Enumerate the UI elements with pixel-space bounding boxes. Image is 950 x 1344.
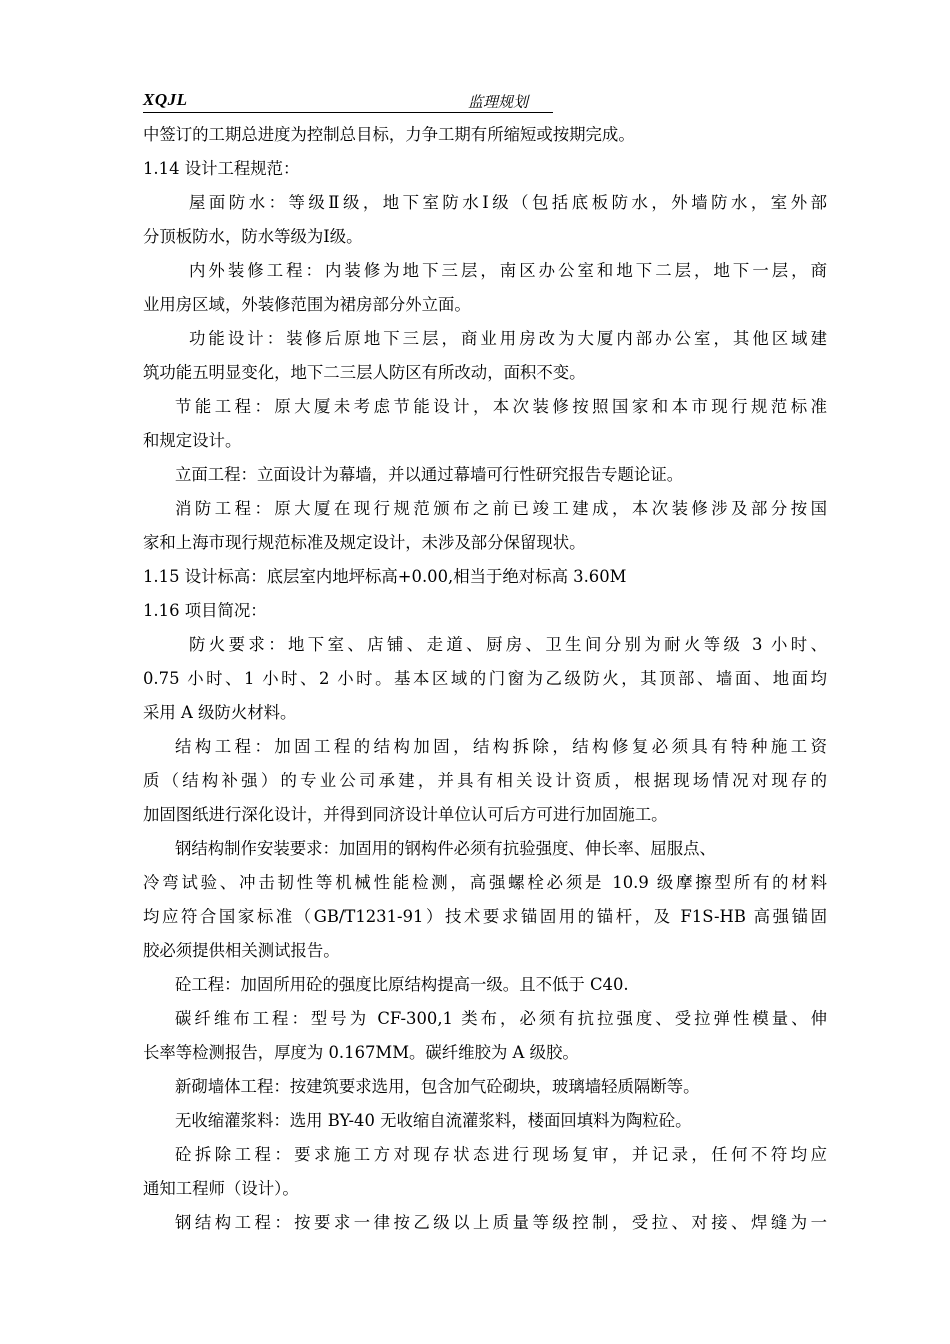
section-heading: 1.14 设计工程规范： bbox=[143, 159, 300, 178]
text-line: 立面工程：立面设计为幕墙，并以通过幕墙可行性研究报告专题论证。 bbox=[175, 465, 684, 484]
text-line: 冷弯试验、冲击韧性等机械性能检测，高强螺栓必须是 10.9 级摩擦型所有的材料 bbox=[143, 873, 827, 892]
text-line: 胶必须提供相关测试报告。 bbox=[143, 941, 340, 960]
text-line: 无收缩灌浆料：选用 BY-40 无收缩自流灌浆料，楼面回填料为陶粒砼。 bbox=[175, 1111, 692, 1130]
text-line: 加固图纸进行深化设计，并得到同济设计单位认可后方可进行加固施工。 bbox=[143, 805, 668, 824]
text-line: 均应符合国家标准（GB/T1231-91）技术要求锚固用的锚杆，及 F1S-HB 高强锚固 bbox=[143, 907, 827, 926]
text-line: 筑功能五明显变化，地下二三层人防区有所改动，面积不变。 bbox=[143, 363, 586, 382]
text-line: 中签订的工期总进度为控制总目标，力争工期有所缩短或按期完成。 bbox=[143, 125, 635, 144]
text-line: 采用 A 级防火材料。 bbox=[143, 703, 297, 722]
text-line: 家和上海市现行规范标准及规定设计，未涉及部分保留现状。 bbox=[143, 533, 586, 552]
text-line: 碳纤维布工程：型号为 CF-300,1 类布，必须有抗拉强度、受拉弹性模量、伸 bbox=[175, 1009, 827, 1028]
text-line: 业用房区域，外装修范围为裙房部分外立面。 bbox=[143, 295, 471, 314]
text-line: 消防工程：原大厦在现行规范颁布之前已竣工建成，本次装修涉及部分按国 bbox=[175, 499, 827, 518]
text-line: 分顶板防水，防水等级为Ⅰ级。 bbox=[143, 227, 363, 246]
text-line: 长率等检测报告，厚度为 0.167MM。碳纤维胶为 A 级胶。 bbox=[143, 1043, 579, 1062]
text-line: 内外装修工程：内装修为地下三层，南区办公室和地下二层，地下一层，商 bbox=[189, 261, 827, 280]
text-line: 结构工程：加固工程的结构加固，结构拆除，结构修复必须具有特种施工资 bbox=[175, 737, 827, 756]
text-line: 0.75 小时、1 小时、2 小时。基本区域的门窗为乙级防火，其顶部、墙面、地面均 bbox=[143, 669, 827, 688]
text-line: 防火要求：地下室、店铺、走道、厨房、卫生间分别为耐火等级 3 小时、 bbox=[189, 635, 827, 654]
text-line: 砼拆除工程：要求施工方对现存状态进行现场复审，并记录，任何不符均应 bbox=[175, 1145, 827, 1164]
header-doc-code: XQJL bbox=[143, 90, 188, 109]
section-heading: 1.16 项目简况： bbox=[143, 601, 267, 620]
page-header bbox=[143, 88, 553, 113]
text-line: 钢结构工程：按要求一律按乙级以上质量等级控制，受拉、对接、焊缝为一 bbox=[175, 1213, 827, 1232]
text-line: 新砌墙体工程：按建筑要求选用，包含加气砼砌块，玻璃墙轻质隔断等。 bbox=[175, 1077, 700, 1096]
text-line: 砼工程：加固所用砼的强度比原结构提高一级。且不低于 C40. bbox=[175, 975, 629, 994]
text-line: 钢结构制作安装要求：加固用的钢构件必须有抗验强度、伸长率、屈服点、 bbox=[175, 839, 716, 858]
text-line: 质（结构补强）的专业公司承建，并具有相关设计资质，根据现场情况对现存的 bbox=[143, 771, 827, 790]
text-line: 和规定设计。 bbox=[143, 431, 242, 450]
text-line: 功能设计：装修后原地下三层，商业用房改为大厦内部办公室，其他区域建 bbox=[189, 329, 827, 348]
text-line: 屋面防水：等级Ⅱ级，地下室防水Ⅰ级（包括底板防水，外墙防水，室外部 bbox=[189, 193, 827, 212]
header-doc-title: 监理规划 bbox=[468, 93, 529, 111]
text-line: 通知工程师（设计）。 bbox=[143, 1179, 299, 1198]
section-heading: 1.15 设计标高：底层室内地坪标高+0.00,相当于绝对标高 3.60M bbox=[143, 567, 627, 586]
text-line: 节能工程：原大厦未考虑节能设计，本次装修按照国家和本市现行规范标准 bbox=[175, 397, 827, 416]
